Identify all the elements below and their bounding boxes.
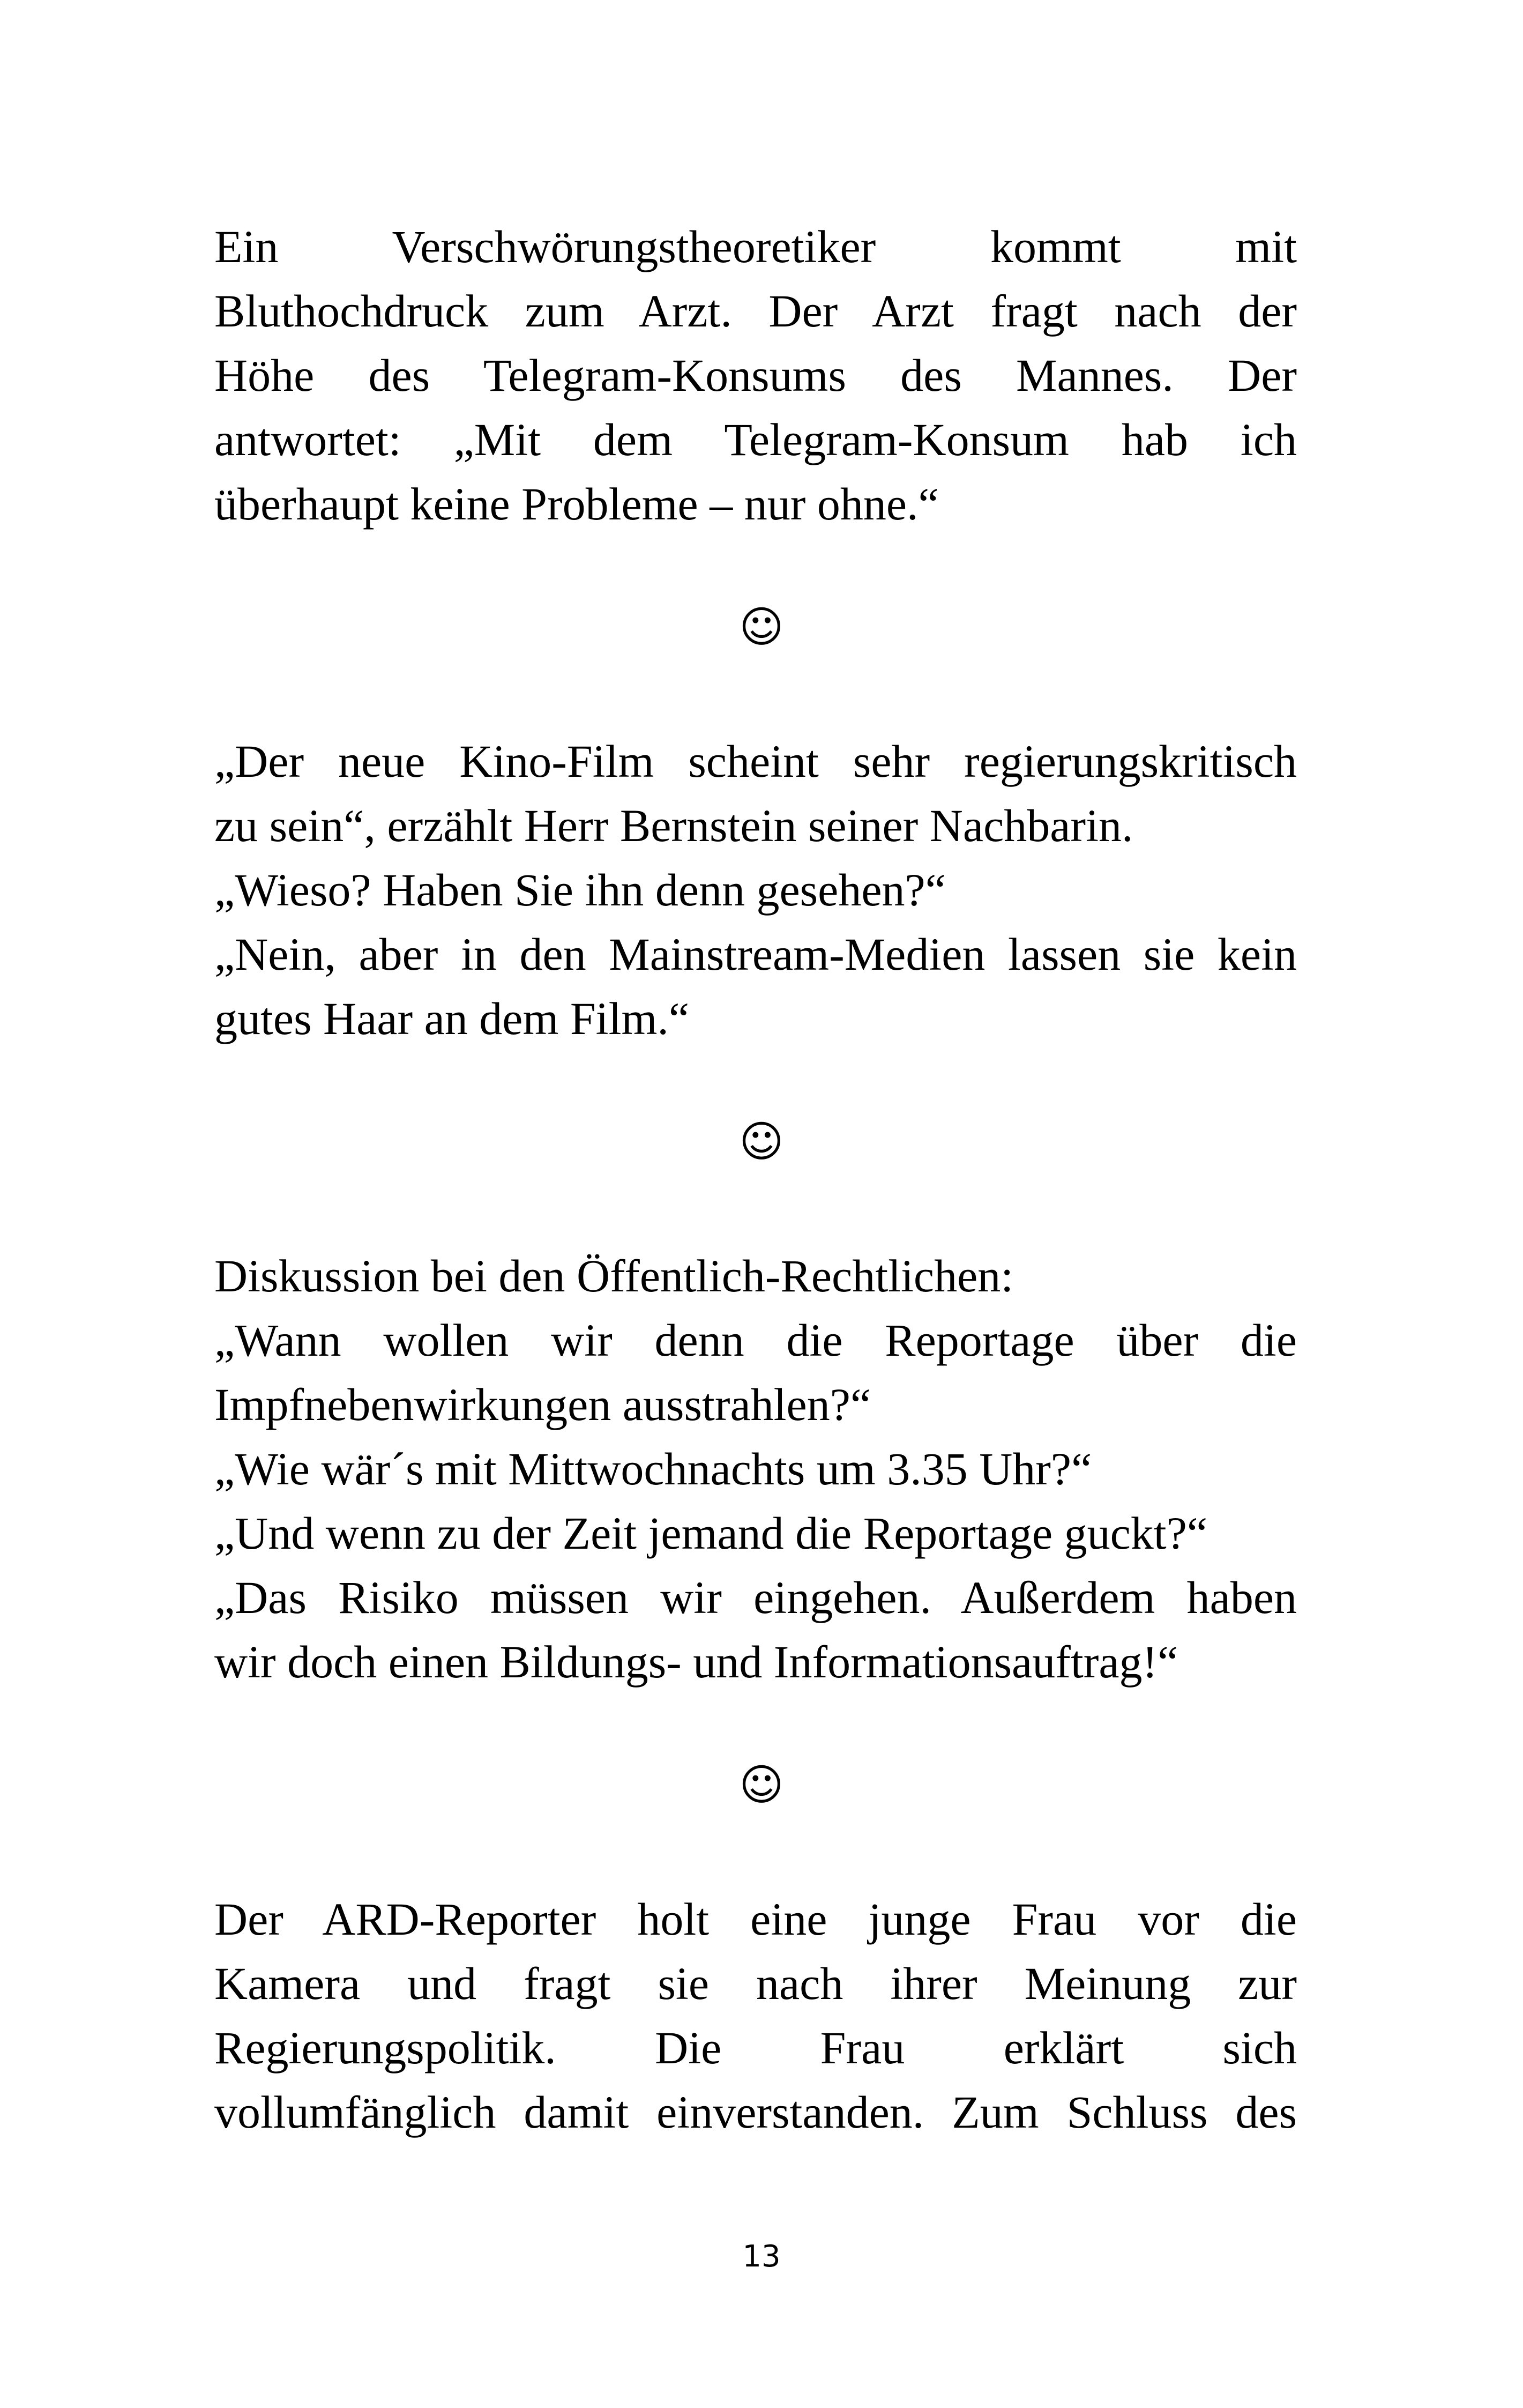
text-line: „Nein, aber in den Mainstream-Medien lassen sie kein: [214, 928, 1297, 980]
text-line: „Wann wollen wir denn die Reportage über die: [214, 1314, 1297, 1366]
joke-paragraph: [214, 1244, 1297, 1694]
text-line: „Das Risiko müssen wir eingehen. Außerdem haben: [214, 1572, 1297, 1623]
smiley-icon: ☺: [739, 1760, 784, 1810]
page-number: 13: [742, 2239, 781, 2274]
text-line: gutes Haar an dem Film.“: [214, 993, 690, 1044]
text-line: vollumfänglich damit einverstanden. Zum Schluss des: [214, 2086, 1297, 2138]
text-line: „Wie wär´s mit Mittwochnachts um 3.35 Uhr?“: [214, 1443, 1092, 1495]
text-line: zu sein“, erzählt Herr Bernstein seiner Nachbarin.: [214, 800, 1133, 851]
text-line: „Und wenn zu der Zeit jemand die Reportage guckt?“: [214, 1507, 1208, 1559]
text-line: „Wieso? Haben Sie ihn denn gesehen?“: [214, 864, 946, 916]
joke-paragraph: [214, 1887, 1297, 2144]
text-line: Diskussion bei den Öffentlich-Rechtlichen:: [214, 1250, 1014, 1302]
text-line: Regierungspolitik. Die Frau erklärt sich: [214, 2022, 1297, 2073]
text-line: Bluthochdruck zum Arzt. Der Arzt fragt nach der: [214, 285, 1297, 337]
text-line: Impfnebenwirkungen ausstrahlen?“: [214, 1379, 871, 1430]
text-line: Ein Verschwörungstheoretiker kommt mit: [214, 221, 1297, 272]
text-line: Der ARD-Reporter holt eine junge Frau vor die: [214, 1893, 1297, 1945]
text-line: Kamera und fragt sie nach ihrer Meinung zur: [214, 1958, 1297, 2009]
text-line: Höhe des Telegram-Konsums des Mannes. Der: [214, 350, 1297, 401]
joke-paragraph: [214, 729, 1297, 1051]
text-line: „Der neue Kino-Film scheint sehr regierungskritisch: [214, 735, 1297, 787]
text-line: antwortet: „Mit dem Telegram-Konsum hab ich: [214, 414, 1297, 465]
text-line: überhaupt keine Probleme – nur ohne.“: [214, 478, 939, 530]
text-line: wir doch einen Bildungs- und Informationsauftrag!“: [214, 1636, 1178, 1688]
smiley-icon: ☺: [739, 1117, 784, 1166]
joke-paragraph: [214, 214, 1297, 536]
smiley-icon: ☺: [739, 602, 784, 652]
